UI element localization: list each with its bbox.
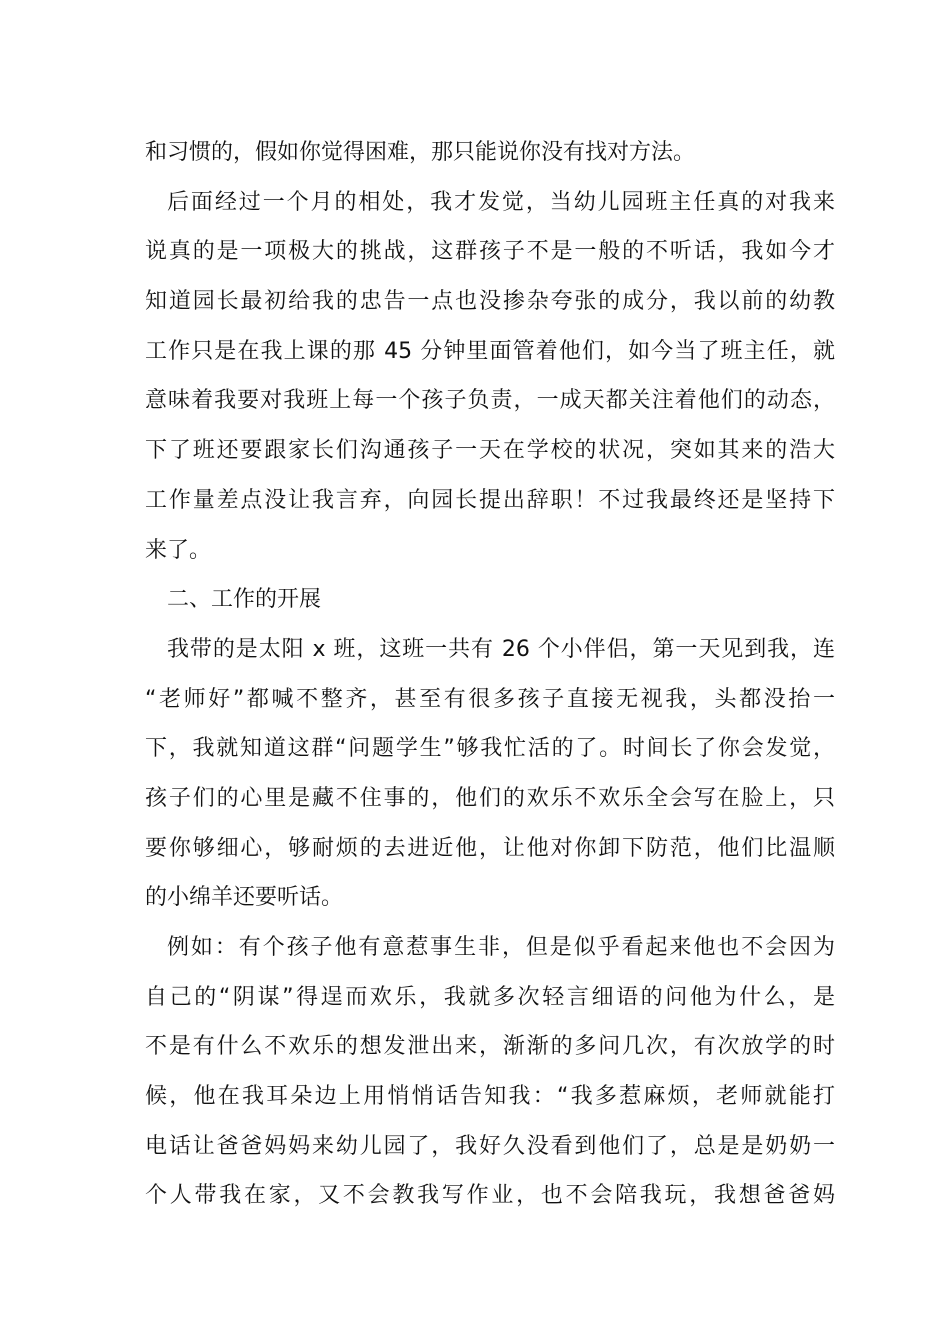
text-line: 知道园长最初给我的忠告一点也没掺杂夸张的成分，我以前的幼教 [145,289,835,315]
text-line: 不是有什么不欢乐的想发泄出来，渐渐的多问几次，有次放学的时 [145,1034,835,1060]
text-line: 工作量差点没让我言弃，向园长提出辞职！不过我最终还是坚持下 [145,487,835,513]
text-line: 自己的“阴谋”得逞而欢乐，我就多次轻言细语的问他为什么，是 [145,984,835,1010]
text-line: 要你够细心，够耐烦的去进近他，让他对你卸下防范，他们比温顺 [145,835,835,861]
text-line: 和习惯的，假如你觉得困难，那只能说你没有找对方法。 [145,140,696,165]
text-line: “老师好”都喊不整齐，甚至有很多孩子直接无视我，头都没抬一 [145,686,835,712]
text-line: 意味着我要对我班上每一个孩子负责，一成天都关注着他们的动态， [145,388,835,414]
text-line: 说真的是一项极大的挑战，这群孩子不是一般的不听话，我如今才 [145,239,835,265]
paragraph-start-line: 后面经过一个月的相处，我才发觉，当幼儿园班主任真的对我来 [167,189,835,215]
text-line: 候，他在我耳朵边上用悄悄话告知我：“我多惹麻烦，老师就能打 [145,1084,835,1110]
text-line: 个人带我在家，又不会教我写作业，也不会陪我玩，我想爸爸妈 [145,1183,835,1209]
text-line: 工作只是在我上课的那 45 分钟里面管着他们，如今当了班主任，就 [145,338,835,364]
section-heading: 二、工作的开展 [167,587,322,613]
text-line: 下了班还要跟家长们沟通孩子一天在学校的状况，突如其来的浩大 [145,438,835,464]
text-line: 来了。 [145,537,212,563]
text-line: 孩子们的心里是藏不住事的，他们的欢乐不欢乐全会写在脸上，只 [145,785,835,811]
text-line: 下，我就知道这群“问题学生”够我忙活的了。时间长了你会发觉， [145,736,835,762]
text-line: 的小绵羊还要听话。 [145,885,344,911]
text-line: 电话让爸爸妈妈来幼儿园了，我好久没看到他们了，总是是奶奶一 [145,1133,835,1159]
paragraph-start-line: 我带的是太阳 x 班，这班一共有 26 个小伴侣，第一天见到我，连 [167,636,835,662]
body-text [145,128,835,1221]
paragraph-start-line: 例如：有个孩子他有意惹事生非，但是似乎看起来他也不会因为 [167,935,835,960]
